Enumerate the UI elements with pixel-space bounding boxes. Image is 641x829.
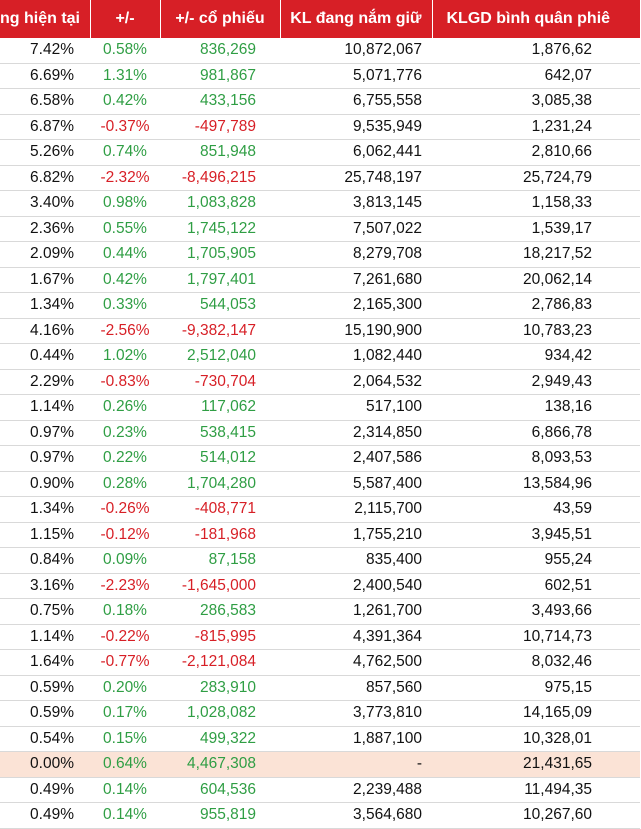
table-row <box>0 242 640 268</box>
cell-current-ownership: 0.59% <box>0 675 90 701</box>
table-row <box>0 114 640 140</box>
cell-avg-trading-volume: 13,584,96 <box>432 471 640 497</box>
table-body <box>0 38 640 828</box>
table-row <box>0 471 640 497</box>
cell-change-shares: 836,269 <box>160 38 280 63</box>
cell-change-pct: -2.56% <box>90 318 160 344</box>
table-row <box>0 624 640 650</box>
cell-change-pct: 0.15% <box>90 726 160 752</box>
cell-current-ownership: 1.64% <box>0 650 90 676</box>
cell-holding-volume: 8,279,708 <box>280 242 432 268</box>
cell-holding-volume: 4,762,500 <box>280 650 432 676</box>
cell-holding-volume: 3,813,145 <box>280 191 432 217</box>
cell-current-ownership: 0.90% <box>0 471 90 497</box>
cell-change-shares: -815,995 <box>160 624 280 650</box>
cell-holding-volume: 1,887,100 <box>280 726 432 752</box>
table-row <box>0 267 640 293</box>
cell-current-ownership: 3.40% <box>0 191 90 217</box>
cell-avg-trading-volume: 1,158,33 <box>432 191 640 217</box>
cell-change-shares: 955,819 <box>160 803 280 829</box>
cell-change-shares: 604,536 <box>160 777 280 803</box>
cell-change-pct: 0.58% <box>90 38 160 63</box>
cell-holding-volume: 7,261,680 <box>280 267 432 293</box>
cell-current-ownership: 0.00% <box>0 752 90 778</box>
cell-change-shares: 1,705,905 <box>160 242 280 268</box>
table-row <box>0 344 640 370</box>
cell-holding-volume: 10,872,067 <box>280 38 432 63</box>
cell-change-pct: 0.55% <box>90 216 160 242</box>
table-row <box>0 701 640 727</box>
cell-change-shares: 1,797,401 <box>160 267 280 293</box>
table-row <box>0 752 640 778</box>
cell-change-pct: 0.64% <box>90 752 160 778</box>
cell-change-shares: 87,158 <box>160 548 280 574</box>
cell-current-ownership: 1.14% <box>0 395 90 421</box>
cell-holding-volume: 2,400,540 <box>280 573 432 599</box>
cell-change-shares: 851,948 <box>160 140 280 166</box>
table-row <box>0 548 640 574</box>
cell-current-ownership: 6.69% <box>0 63 90 89</box>
cell-change-shares: -181,968 <box>160 522 280 548</box>
cell-change-pct: 0.20% <box>90 675 160 701</box>
cell-current-ownership: 0.84% <box>0 548 90 574</box>
cell-avg-trading-volume: 11,494,35 <box>432 777 640 803</box>
cell-current-ownership: 0.97% <box>0 446 90 472</box>
cell-change-shares: 981,867 <box>160 63 280 89</box>
cell-avg-trading-volume: 138,16 <box>432 395 640 421</box>
table-row <box>0 38 640 63</box>
cell-change-shares: 514,012 <box>160 446 280 472</box>
cell-change-pct: 0.44% <box>90 242 160 268</box>
cell-avg-trading-volume: 934,42 <box>432 344 640 370</box>
cell-change-shares: 544,053 <box>160 293 280 319</box>
cell-change-pct: 0.42% <box>90 89 160 115</box>
cell-holding-volume: 5,587,400 <box>280 471 432 497</box>
cell-current-ownership: 0.97% <box>0 420 90 446</box>
cell-holding-volume: 3,773,810 <box>280 701 432 727</box>
cell-current-ownership: 0.49% <box>0 803 90 829</box>
table-row <box>0 191 640 217</box>
cell-change-shares: -8,496,215 <box>160 165 280 191</box>
cell-change-shares: 4,467,308 <box>160 752 280 778</box>
cell-holding-volume: 857,560 <box>280 675 432 701</box>
cell-holding-volume: 2,239,488 <box>280 777 432 803</box>
header-row <box>0 0 640 38</box>
cell-avg-trading-volume: 3,945,51 <box>432 522 640 548</box>
cell-change-pct: 0.23% <box>90 420 160 446</box>
cell-change-pct: 1.31% <box>90 63 160 89</box>
cell-holding-volume: 9,535,949 <box>280 114 432 140</box>
cell-holding-volume: 1,261,700 <box>280 599 432 625</box>
cell-current-ownership: 4.16% <box>0 318 90 344</box>
cell-holding-volume: 3,564,680 <box>280 803 432 829</box>
cell-avg-trading-volume: 1,231,24 <box>432 114 640 140</box>
cell-avg-trading-volume: 602,51 <box>432 573 640 599</box>
cell-change-shares: -1,645,000 <box>160 573 280 599</box>
cell-change-shares: -730,704 <box>160 369 280 395</box>
table-row <box>0 599 640 625</box>
cell-current-ownership: 2.36% <box>0 216 90 242</box>
table-row <box>0 650 640 676</box>
cell-avg-trading-volume: 3,085,38 <box>432 89 640 115</box>
cell-holding-volume: 7,507,022 <box>280 216 432 242</box>
cell-current-ownership: 6.58% <box>0 89 90 115</box>
cell-avg-trading-volume: 21,431,65 <box>432 752 640 778</box>
cell-holding-volume: 2,407,586 <box>280 446 432 472</box>
header-change-shares: +/- cổ phiếu <box>160 0 280 38</box>
cell-avg-trading-volume: 3,493,66 <box>432 599 640 625</box>
cell-change-shares: -497,789 <box>160 114 280 140</box>
cell-change-pct: 0.18% <box>90 599 160 625</box>
cell-change-pct: 0.17% <box>90 701 160 727</box>
cell-holding-volume: 15,190,900 <box>280 318 432 344</box>
table-row <box>0 165 640 191</box>
header-avg-trading-volume: KLGD bình quân phiê <box>432 0 640 38</box>
cell-change-shares: -2,121,084 <box>160 650 280 676</box>
cell-holding-volume: 835,400 <box>280 548 432 574</box>
cell-change-pct: 0.14% <box>90 803 160 829</box>
cell-avg-trading-volume: 642,07 <box>432 63 640 89</box>
cell-change-shares: 499,322 <box>160 726 280 752</box>
table-row <box>0 369 640 395</box>
cell-holding-volume: 6,062,441 <box>280 140 432 166</box>
cell-change-pct: 0.42% <box>90 267 160 293</box>
cell-change-shares: -408,771 <box>160 497 280 523</box>
cell-change-pct: 0.98% <box>90 191 160 217</box>
cell-avg-trading-volume: 10,267,60 <box>432 803 640 829</box>
cell-change-pct: -2.23% <box>90 573 160 599</box>
cell-current-ownership: 6.87% <box>0 114 90 140</box>
cell-holding-volume: 2,064,532 <box>280 369 432 395</box>
table-row <box>0 675 640 701</box>
cell-change-pct: -0.26% <box>90 497 160 523</box>
table-row <box>0 446 640 472</box>
cell-avg-trading-volume: 975,15 <box>432 675 640 701</box>
cell-avg-trading-volume: 14,165,09 <box>432 701 640 727</box>
cell-change-shares: 117,062 <box>160 395 280 421</box>
cell-holding-volume: 25,748,197 <box>280 165 432 191</box>
cell-change-pct: -2.32% <box>90 165 160 191</box>
cell-avg-trading-volume: 10,328,01 <box>432 726 640 752</box>
cell-current-ownership: 7.42% <box>0 38 90 63</box>
table-row <box>0 573 640 599</box>
cell-avg-trading-volume: 6,866,78 <box>432 420 640 446</box>
cell-current-ownership: 1.14% <box>0 624 90 650</box>
cell-current-ownership: 2.29% <box>0 369 90 395</box>
cell-current-ownership: 0.44% <box>0 344 90 370</box>
cell-avg-trading-volume: 43,59 <box>432 497 640 523</box>
cell-holding-volume: 1,755,210 <box>280 522 432 548</box>
table-row <box>0 777 640 803</box>
cell-avg-trading-volume: 20,062,14 <box>432 267 640 293</box>
cell-change-pct: 0.26% <box>90 395 160 421</box>
table-row <box>0 89 640 115</box>
cell-change-shares: 1,028,082 <box>160 701 280 727</box>
cell-current-ownership: 2.09% <box>0 242 90 268</box>
cell-avg-trading-volume: 8,032,46 <box>432 650 640 676</box>
table-row <box>0 140 640 166</box>
cell-change-pct: 0.22% <box>90 446 160 472</box>
cell-current-ownership: 0.59% <box>0 701 90 727</box>
cell-current-ownership: 1.67% <box>0 267 90 293</box>
header-current-ownership: ng hiện tại <box>0 0 90 38</box>
cell-avg-trading-volume: 18,217,52 <box>432 242 640 268</box>
cell-holding-volume: 2,165,300 <box>280 293 432 319</box>
cell-holding-volume: 2,115,700 <box>280 497 432 523</box>
cell-current-ownership: 0.54% <box>0 726 90 752</box>
cell-change-shares: 283,910 <box>160 675 280 701</box>
cell-avg-trading-volume: 955,24 <box>432 548 640 574</box>
table-row <box>0 216 640 242</box>
cell-current-ownership: 0.75% <box>0 599 90 625</box>
table-row <box>0 395 640 421</box>
cell-current-ownership: 5.26% <box>0 140 90 166</box>
table-row <box>0 497 640 523</box>
cell-avg-trading-volume: 1,539,17 <box>432 216 640 242</box>
cell-change-pct: -0.12% <box>90 522 160 548</box>
cell-change-pct: 0.28% <box>90 471 160 497</box>
cell-holding-volume: 2,314,850 <box>280 420 432 446</box>
table-row <box>0 420 640 446</box>
cell-holding-volume: 6,755,558 <box>280 89 432 115</box>
cell-current-ownership: 1.34% <box>0 293 90 319</box>
cell-current-ownership: 1.34% <box>0 497 90 523</box>
cell-holding-volume: 4,391,364 <box>280 624 432 650</box>
cell-holding-volume: 1,082,440 <box>280 344 432 370</box>
table-row <box>0 726 640 752</box>
cell-holding-volume: 517,100 <box>280 395 432 421</box>
cell-current-ownership: 0.49% <box>0 777 90 803</box>
cell-change-pct: 0.33% <box>90 293 160 319</box>
cell-current-ownership: 3.16% <box>0 573 90 599</box>
cell-change-shares: -9,382,147 <box>160 318 280 344</box>
cell-change-shares: 1,704,280 <box>160 471 280 497</box>
cell-change-shares: 1,083,828 <box>160 191 280 217</box>
cell-current-ownership: 1.15% <box>0 522 90 548</box>
table-row <box>0 522 640 548</box>
cell-change-pct: 0.74% <box>90 140 160 166</box>
cell-change-pct: -0.37% <box>90 114 160 140</box>
table-row <box>0 63 640 89</box>
cell-change-pct: 1.02% <box>90 344 160 370</box>
cell-change-pct: -0.83% <box>90 369 160 395</box>
cell-avg-trading-volume: 25,724,79 <box>432 165 640 191</box>
cell-change-shares: 1,745,122 <box>160 216 280 242</box>
table-header <box>0 0 640 38</box>
table-row <box>0 318 640 344</box>
cell-avg-trading-volume: 2,786,83 <box>432 293 640 319</box>
cell-avg-trading-volume: 2,949,43 <box>432 369 640 395</box>
cell-change-shares: 2,512,040 <box>160 344 280 370</box>
cell-change-pct: 0.09% <box>90 548 160 574</box>
cell-change-pct: -0.77% <box>90 650 160 676</box>
cell-avg-trading-volume: 1,876,62 <box>432 38 640 63</box>
cell-holding-volume: - <box>280 752 432 778</box>
cell-change-pct: 0.14% <box>90 777 160 803</box>
cell-change-pct: -0.22% <box>90 624 160 650</box>
header-holding-volume: KL đang nắm giữ <box>280 0 432 38</box>
cell-avg-trading-volume: 10,714,73 <box>432 624 640 650</box>
cell-holding-volume: 5,071,776 <box>280 63 432 89</box>
cell-change-shares: 538,415 <box>160 420 280 446</box>
cell-avg-trading-volume: 8,093,53 <box>432 446 640 472</box>
cell-current-ownership: 6.82% <box>0 165 90 191</box>
table-row <box>0 803 640 829</box>
cell-change-shares: 433,156 <box>160 89 280 115</box>
table-row <box>0 293 640 319</box>
cell-avg-trading-volume: 10,783,23 <box>432 318 640 344</box>
header-change-pct: +/- <box>90 0 160 38</box>
cell-change-shares: 286,583 <box>160 599 280 625</box>
cell-avg-trading-volume: 2,810,66 <box>432 140 640 166</box>
